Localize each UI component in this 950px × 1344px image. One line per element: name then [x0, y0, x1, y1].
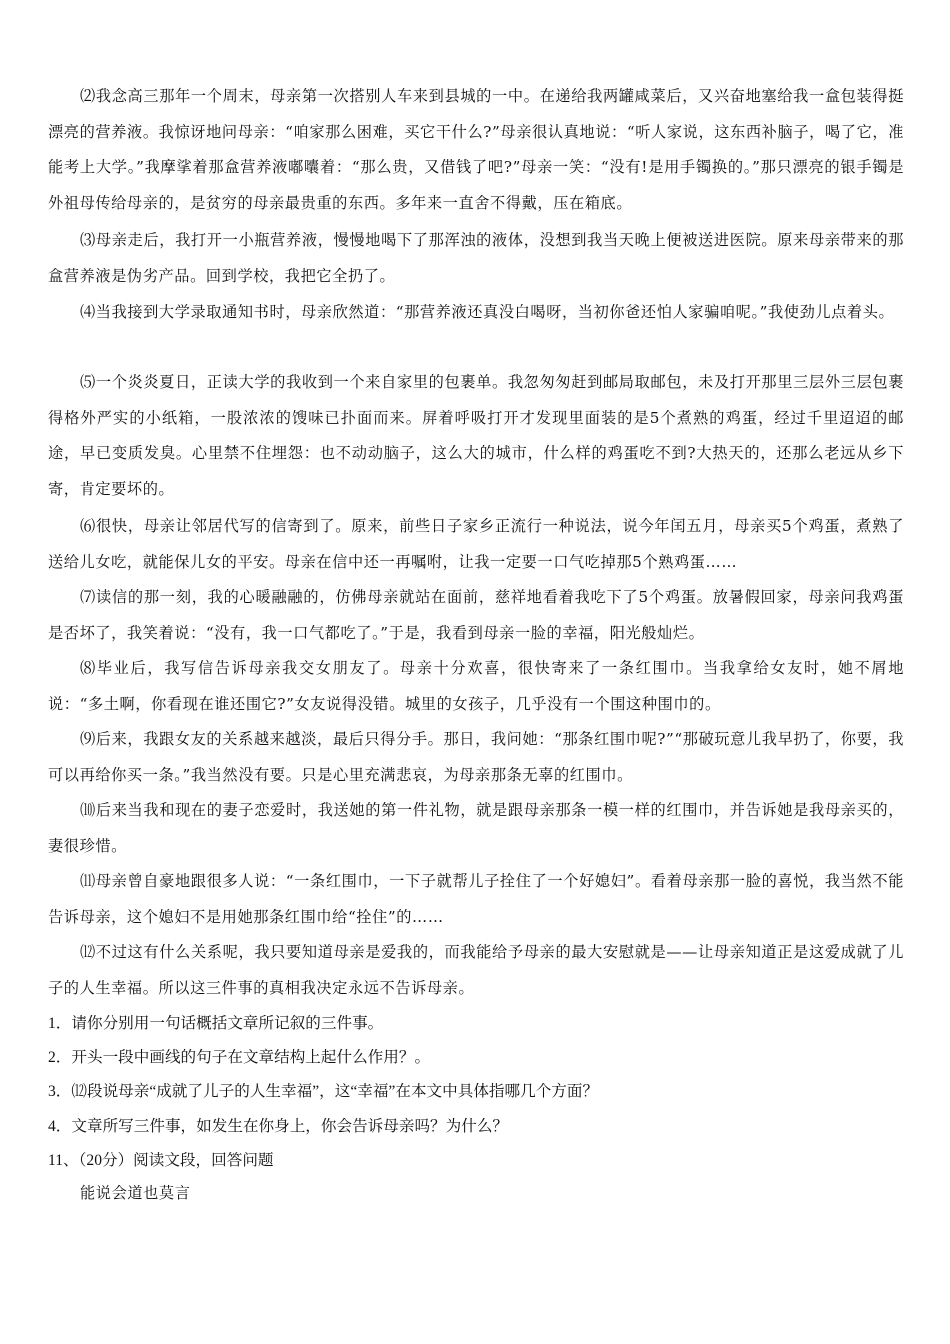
- question-1: 1．请你分别用一句话概括文章所记叙的三件事。: [48, 1015, 384, 1032]
- article-paragraph-6: ⑹很快，母亲让邻居代写的信寄到了。原来，前些日子家乡正流行一种说法，说今年闰五月，母亲买5个鸡蛋，煮熟了送给儿女吃，就能保儿女的平安。母亲在信中还一再嘱咐，让我一定要一口气吃掉那5个熟鸡蛋……: [48, 517, 904, 571]
- article-paragraph-9: ⑼后来，我跟女友的关系越来越淡，最后只得分手。那日，我问她：“那条红围巾呢?”“那破玩意儿我早扔了，你要，我可以再给你买一条。”我当然没有要。只是心里充满悲哀，为母亲那条无辜的红围巾。: [48, 730, 904, 784]
- article-paragraph-3: ⑶母亲走后，我打开一小瓶营养液，慢慢地喝下了那浑浊的液体，没想到我当天晚上便被送进医院。原来母亲带来的那盒营养液是伪劣产品。回到学校，我把它全扔了。: [48, 231, 904, 285]
- article-paragraph-5: ⑸一个炎炎夏日，正读大学的我收到一个来自家里的包裹单。我忽匆匆赶到邮局取邮包，未及打开那里三层外三层包裹得格外严实的小纸箱，一股浓浓的馊味已扑面而来。屏着呼吸打开才发现里面装的是5个煮熟的鸡蛋，经过千里迢迢的邮途，早已变质发臭。心里禁不住埋怨：也不动动脑子，这么大的城市，什么样的鸡蛋吃不到?大热天的，还那么老远从乡下寄，肯定要坏的。: [48, 373, 904, 498]
- question-3: 3．⑿段说母亲“成就了儿子的人生幸福”，这“幸福”在本文中具体指哪几个方面？: [48, 1083, 599, 1100]
- question-4: 4．文章所写三件事，如发生在你身上，你会告诉母亲吗？为什么？: [48, 1118, 509, 1135]
- article-paragraph-8: ⑻毕业后，我写信告诉母亲我交女朋友了。母亲十分欢喜，很快寄来了一条红围巾。当我拿给女友时，她不屑地说：“多土啊，你看现在谁还围它?”女友说得没错。城里的女孩子，几乎没有一个围这种围巾的。: [48, 659, 904, 713]
- article-paragraph-4: ⑷当我接到大学录取通知书时，母亲欣然道：“那营养液还真没白喝呀，当初你爸还怕人家骗咱呢。”我使劲儿点着头。: [80, 303, 895, 321]
- question-2: 2．开头一段中画线的句子在文章结构上起什么作用？。: [48, 1049, 431, 1066]
- article-title: 能说会道也莫言: [80, 1184, 191, 1202]
- article-paragraph-2: ⑵我念高三那年一个周末，母亲第一次搭别人车来到县城的一中。在递给我两罐咸菜后，又兴奋地塞给我一盒包装得挺漂亮的营养液。我惊讶地问母亲：“咱家那么困难，买它干什么?”母亲很认真地说：“听人家说，这东西补脑子，喝了它，准能考上大学。”我摩挲着那盒营养液嘟囔着：“那么贵，又借钱了吧?”母亲一笑：“没有!是用手镯换的。”那只漂亮的银手镯是外祖母传给母亲的，是贫穷的母亲最贵重的东西。多年来一直舍不得戴，压在箱底。: [48, 87, 904, 212]
- article-paragraph-12: ⑿不过这有什么关系呢，我只要知道母亲是爱我的，而我能给予母亲的最大安慰就是——让母亲知道正是这爱成就了儿子的人生幸福。所以这三件事的真相我决定永远不告诉母亲。: [48, 943, 904, 997]
- article-paragraph-7: ⑺读信的那一刻，我的心暖融融的，仿佛母亲就站在面前，慈祥地看着我吃下了5个鸡蛋。放暑假回家，母亲问我鸡蛋是否坏了，我笑着说：“没有，我一口气都吃了。”于是，我看到母亲一脸的幸福，阳光般灿烂。: [48, 588, 904, 642]
- article-paragraph-10: ⑽后来当我和现在的妻子恋爱时，我送她的第一件礼物，就是跟母亲那条一模一样的红围巾，并告诉她是我母亲买的，妻很珍惜。: [48, 801, 904, 855]
- section-header: 11、（20分）阅读文段，回答问题: [48, 1152, 274, 1169]
- article-paragraph-11: ⑾母亲曾自豪地跟很多人说：“一条红围巾，一下子就帮儿子拴住了一个好媳妇”。看着母亲那一脸的喜悦，我当然不能告诉母亲，这个媳妇不是用她那条红围巾给“拴住”的……: [48, 872, 904, 926]
